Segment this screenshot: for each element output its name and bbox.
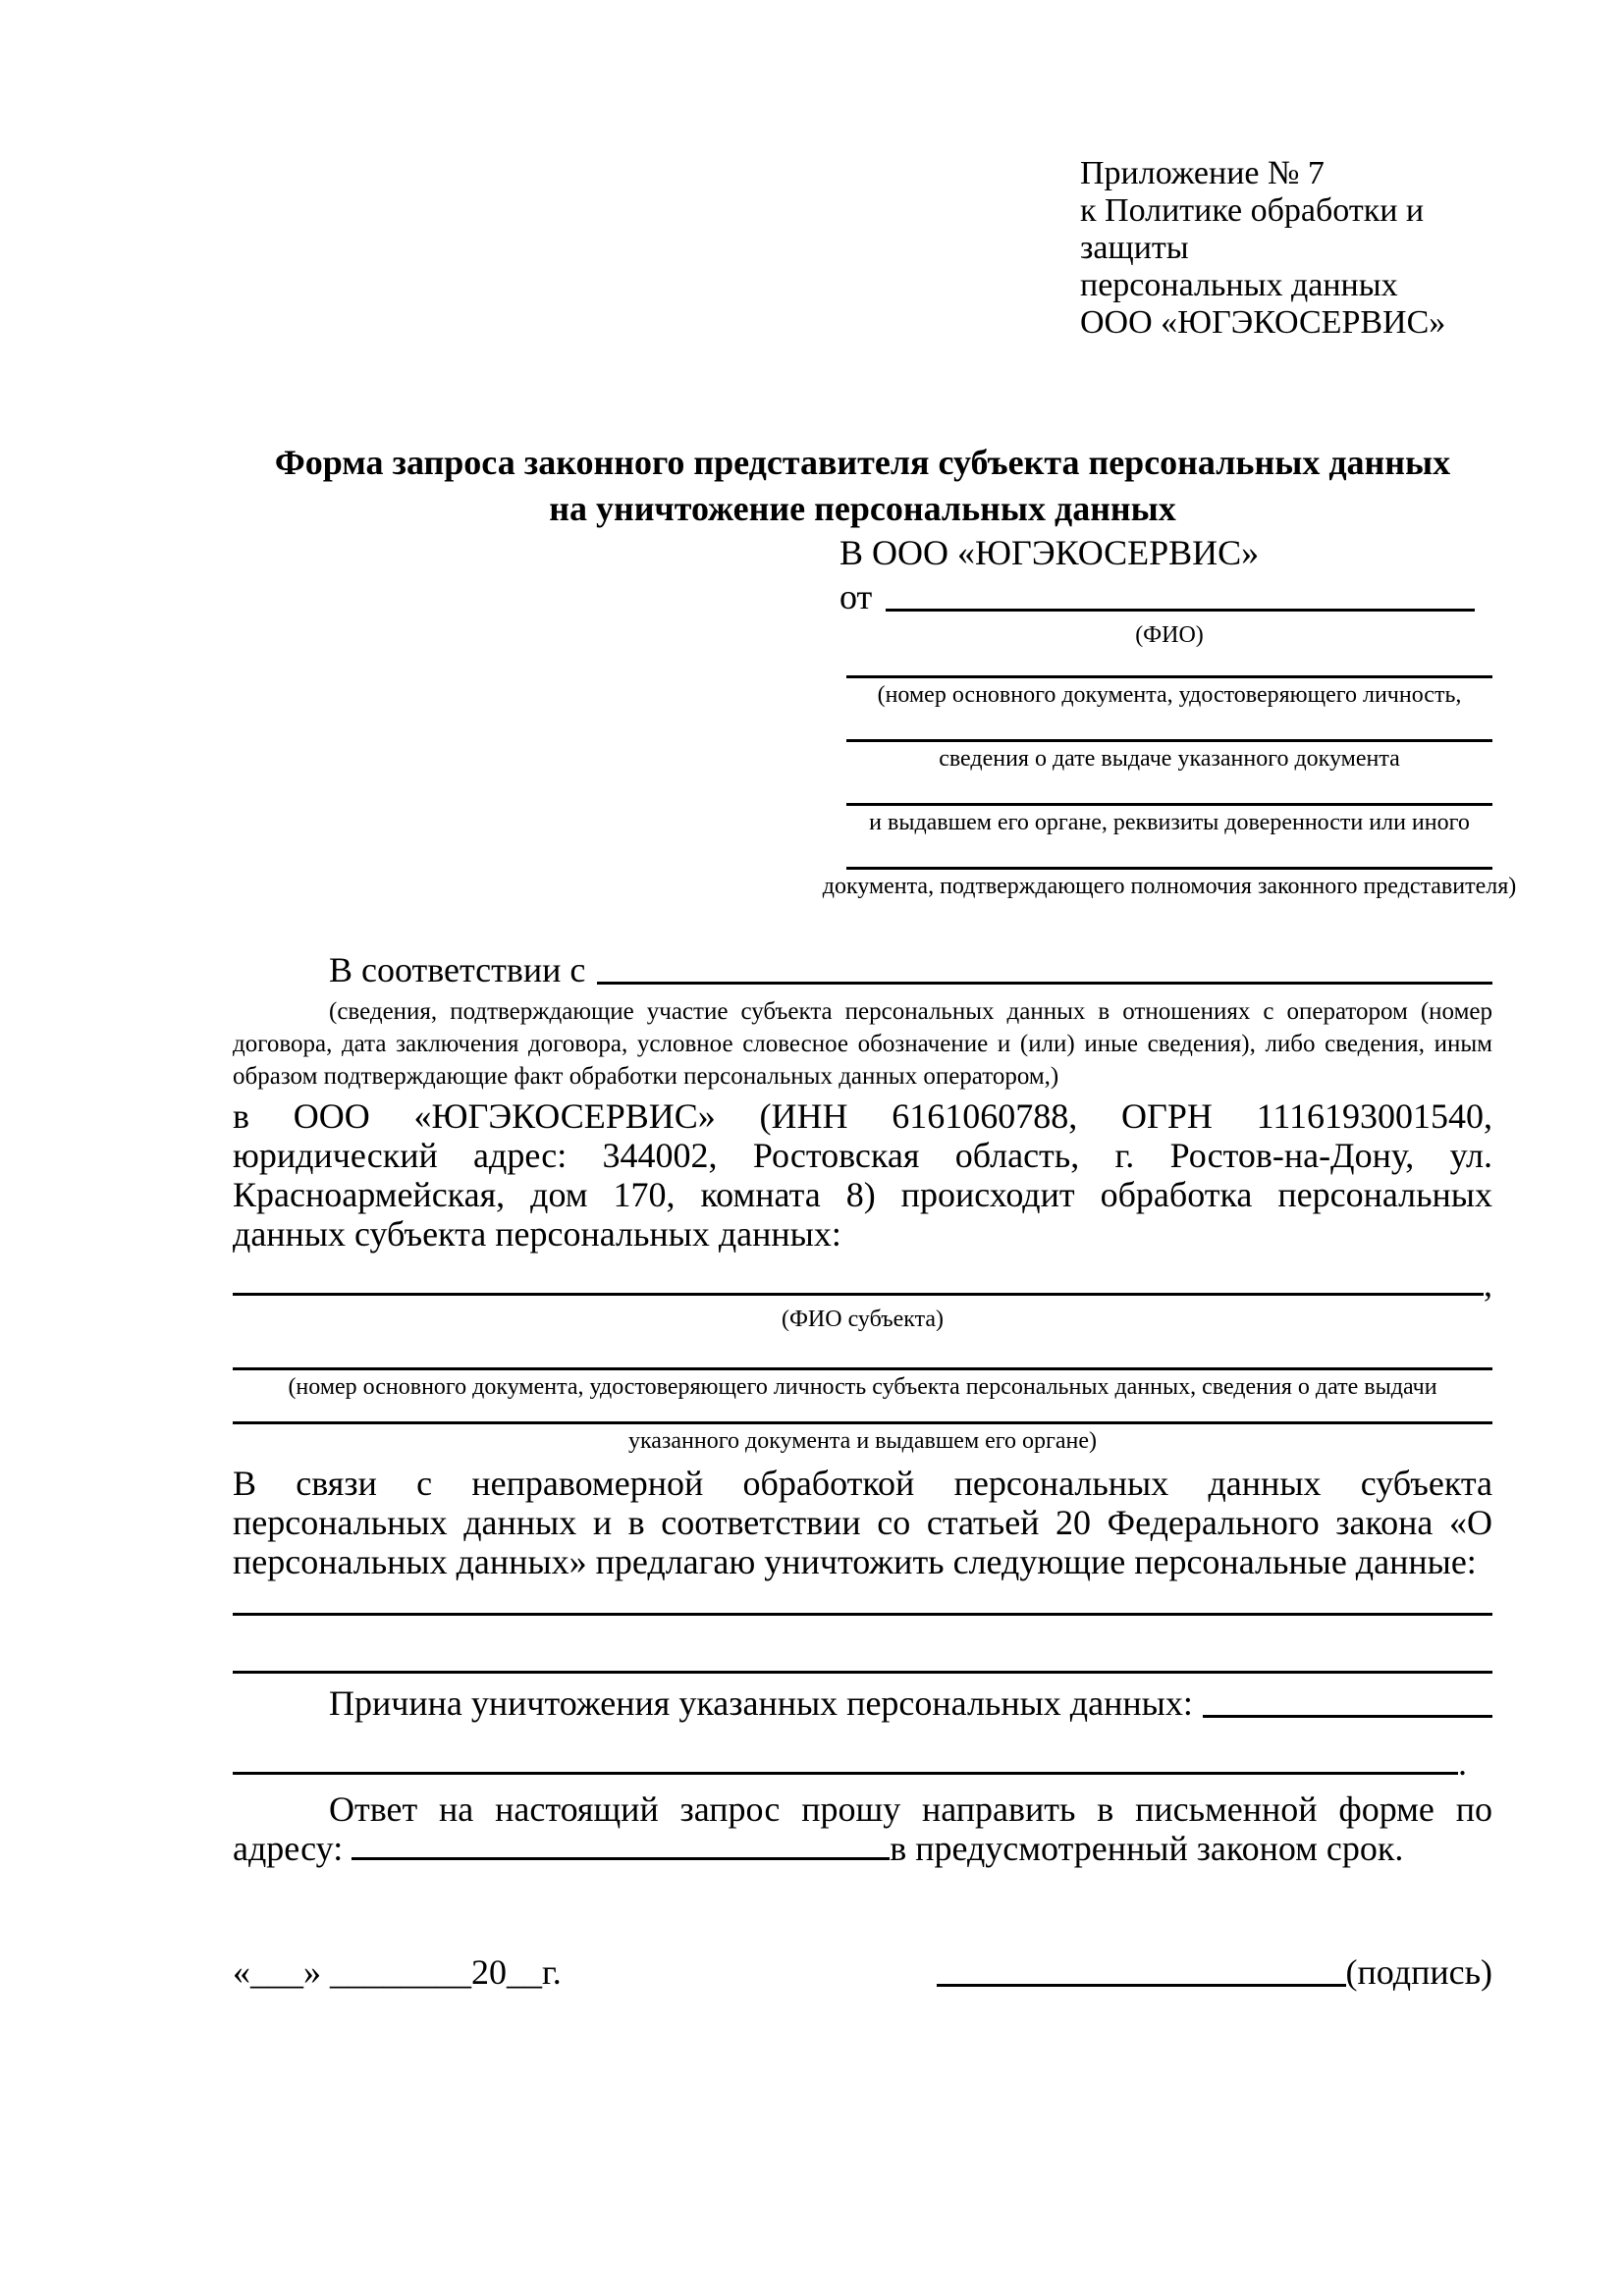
accordance-note: (сведения, подтверждающие участие субъекта персональных данных в отношениях с оператором (номер договора, дата заключения договора, условное словесное обозначение и (или) иные сведения), либо сведения, иным образом подтверждающие факт обработки персональных данных оператором,) [233,998,1492,1090]
blank-line [846,675,1492,678]
reason-label: Причина уничтожения указанных персональных данных: [329,1683,1193,1723]
field-caption: (номер основного документа, удостоверяющего личность, [877,682,1462,708]
reason-row [233,1682,1492,1725]
trailing-period: . [1458,1743,1467,1783]
form-title-line1: Форма запроса законного представителя субъекта персональных данных [274,443,1451,482]
field-caption-row [846,808,1492,837]
reply-tail: в предусмотренный законом срок. [890,1829,1404,1868]
appendix-line: персональных данных [1080,267,1398,303]
appendix-header [1080,155,1492,342]
form-title-line2: на уничтожение персональных данных [549,489,1176,528]
fio-caption-row [846,620,1492,650]
reason-blank-line [1203,1715,1492,1718]
blank-line [233,1772,1458,1775]
field-caption: документа, подтверждающего полномочия законного представителя) [822,874,1517,899]
blank-line [846,739,1492,742]
trailing-comma: , [1484,1264,1492,1304]
blank-line [846,803,1492,806]
signature-area [937,1950,1492,1994]
blank-line [233,1613,1492,1616]
subject-doc-caption: (номер основного документа, удостоверяющего личность субъекта персональных данных, сведения о дате выдачи [288,1374,1437,1400]
signature-blank-line [937,1984,1346,1987]
field-caption: сведения о дате выдаче указанного документа [939,746,1400,772]
subject-fio-blank-line [233,1293,1484,1296]
field-caption-row [846,744,1492,774]
blank-line [233,1367,1492,1370]
form-title [233,440,1492,532]
document-content [233,155,1517,1994]
signature-row [233,1950,1492,1994]
subject-fio-caption: (ФИО субъекта) [781,1307,945,1332]
reason-continuation-row [233,1744,1492,1782]
field-caption-row [846,680,1492,710]
date-placeholder: «___» ________20__г. [233,1952,562,1992]
blank-line [233,1421,1492,1424]
fio-caption: (ФИО) [1135,622,1204,648]
accordance-lead: В соответствии с [329,950,586,989]
blank-line [233,1671,1492,1674]
from-row [839,575,1492,618]
representative-fields [822,620,1517,901]
reply-paragraph [233,1789,1492,1868]
subject-doc-caption-row [233,1372,1492,1402]
appendix-line: к Политике обработки и защиты [1080,192,1425,266]
reply-text: Ответ на настоящий запрос прошу направить в письменной форме по адресу: [233,1789,1492,1868]
from-blank-line [886,609,1475,612]
operator-paragraph: в ООО «ЮГЭКОСЕРВИС» (ИНН 6161060788, ОГРН 1116193001540, юридический адрес: 344002, Ростовская область, г. Ростов-на-Дону, ул. Красноармейская, дом 170, комната 8) происходит обработка персональных данных субъекта персональных данных: [233,1096,1492,1254]
subject-fio-caption-row [233,1305,1492,1334]
signature-caption: (подпись) [1345,1952,1492,1992]
addressee-line: В ООО «ЮГЭКОСЕРВИС» [839,533,1260,572]
subject-doc-caption2: указанного документа и выдавшем его органе) [627,1428,1098,1454]
subject-doc-caption-row2 [233,1426,1492,1456]
demand-paragraph: В связи с неправомерной обработкой персональных данных субъекта персональных данных и в соответствии со статьей 20 Федерального закона «О персональных данных» предлагаю уничтожить следующие персональные данные: [233,1464,1492,1581]
reply-address-blank-line [352,1832,890,1860]
accordance-row [233,948,1492,991]
appendix-line: Приложение № 7 [1080,155,1325,191]
field-caption-row [822,872,1517,901]
from-label: от [839,577,873,616]
accordance-blank-line [597,982,1492,985]
blank-line [846,867,1492,870]
field-caption: и выдавшем его органе, реквизиты доверенности или иного [869,810,1470,835]
subject-fio-row [233,1265,1492,1303]
appendix-line: ООО «ЮГЭКОСЕРВИС» [1080,304,1446,341]
